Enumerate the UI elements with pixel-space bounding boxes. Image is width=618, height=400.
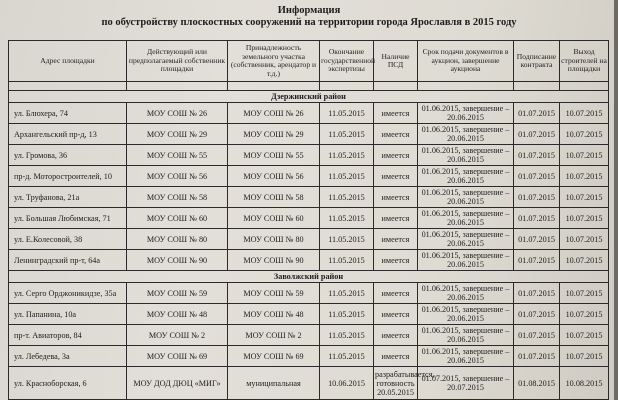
cell-psd: имеется (374, 283, 418, 304)
cell-land: муниципальная (228, 367, 320, 400)
cell-expertise: 11.05.2015 (320, 250, 374, 271)
cell-expertise: 11.05.2015 (320, 346, 374, 367)
table-row (9, 166, 609, 187)
cell-expertise: 11.05.2015 (320, 103, 374, 124)
cell-contract: 01.07.2015 (514, 208, 560, 229)
cell-address: ул. Громова, 36 (9, 145, 127, 166)
cell-expertise: 11.05.2015 (320, 187, 374, 208)
cell-psd: имеется (374, 145, 418, 166)
cell-start: 10.07.2015 (560, 325, 609, 346)
cell-auction: 01.06.2015, завершение – 20.06.2015 (418, 124, 514, 145)
cell-auction: 01.06.2015, завершение – 20.06.2015 (418, 346, 514, 367)
cell-contract: 01.07.2015 (514, 103, 560, 124)
table-row (9, 187, 609, 208)
cell-psd: имеется (374, 166, 418, 187)
column-header: Наличие ПСД (374, 41, 418, 82)
cell-auction: 01.06.2015, завершение – 20.06.2015 (418, 304, 514, 325)
cell-auction: 01.06.2015, завершение – 20.06.2015 (418, 166, 514, 187)
column-header: Действующий или предполагаемый собственник площадки (127, 41, 228, 82)
spacer-row (9, 82, 609, 91)
cell-land: МОУ СОШ № 58 (228, 187, 320, 208)
cell-land: МОУ СОШ № 69 (228, 346, 320, 367)
cell-auction: 01.06.2015, завершение – 20.06.2015 (418, 325, 514, 346)
cell-expertise: 11.05.2015 (320, 304, 374, 325)
page-edge-shadow (614, 0, 618, 400)
document-title: Информация (277, 5, 341, 16)
cell-address: ул. Труфанова, 21а (9, 187, 127, 208)
table-row (9, 103, 609, 124)
cell-address: ул. Серго Орджоникидзе, 35а (9, 283, 127, 304)
district-row (9, 91, 609, 103)
table-row (9, 208, 609, 229)
cell-start: 10.07.2015 (560, 166, 609, 187)
cell-owner: МОУ СОШ № 55 (127, 145, 228, 166)
cell-auction: 01.06.2015, завершение – 20.06.2015 (418, 283, 514, 304)
cell-owner: МОУ СОШ № 2 (127, 325, 228, 346)
cell-land: МОУ СОШ № 26 (228, 103, 320, 124)
cell-psd: имеется (374, 229, 418, 250)
cell-start: 10.07.2015 (560, 229, 609, 250)
cell-address: пр-д. Моторостроителей, 10 (9, 166, 127, 187)
cell-owner: МОУ СОШ № 48 (127, 304, 228, 325)
table-row (9, 304, 609, 325)
cell-land: МОУ СОШ № 90 (228, 250, 320, 271)
column-header: Срок подачи документов в аукцион, завершение аукциона (418, 41, 514, 82)
cell-auction: 01.06.2015, завершение – 20.06.2015 (418, 145, 514, 166)
cell-contract: 01.07.2015 (514, 346, 560, 367)
cell-psd: имеется (374, 187, 418, 208)
cell-contract: 01.07.2015 (514, 187, 560, 208)
cell-expertise: 10.06.2015 (320, 367, 374, 400)
cell-land: МОУ СОШ № 55 (228, 145, 320, 166)
cell-psd: имеется (374, 103, 418, 124)
document-subtitle: по обустройству плоскостных сооружений на территории города Ярославля в 2015 году (101, 17, 517, 28)
district-name: Заволжский район (9, 271, 609, 283)
cell-expertise: 11.05.2015 (320, 166, 374, 187)
cell-owner: МОУ СОШ № 60 (127, 208, 228, 229)
cell-start: 10.07.2015 (560, 145, 609, 166)
cell-start: 10.07.2015 (560, 208, 609, 229)
cell-contract: 01.07.2015 (514, 229, 560, 250)
cell-start: 10.07.2015 (560, 187, 609, 208)
cell-contract: 01.07.2015 (514, 124, 560, 145)
cell-expertise: 11.05.2015 (320, 208, 374, 229)
cell-start: 10.07.2015 (560, 304, 609, 325)
cell-psd: имеется (374, 346, 418, 367)
column-header: Окончание государственной экспертизы (320, 41, 374, 82)
cell-start: 10.07.2015 (560, 346, 609, 367)
cell-auction: 01.07.2015, завершение – 20.07.2015 (418, 367, 514, 400)
cell-land: МОУ СОШ № 59 (228, 283, 320, 304)
table-row (9, 250, 609, 271)
cell-land: МОУ СОШ № 48 (228, 304, 320, 325)
cell-address: Архангельский пр-д, 13 (9, 124, 127, 145)
cell-owner: МОУ СОШ № 59 (127, 283, 228, 304)
cell-expertise: 11.05.2015 (320, 229, 374, 250)
table-row (9, 283, 609, 304)
cell-address: ул. Лебедева, 3а (9, 346, 127, 367)
cell-auction: 01.06.2015, завершение – 20.06.2015 (418, 250, 514, 271)
table-row (9, 124, 609, 145)
table-row (9, 325, 609, 346)
cell-address: пр-т. Авиаторов, 84 (9, 325, 127, 346)
cell-start: 10.07.2015 (560, 283, 609, 304)
cell-address: ул. Блюхера, 74 (9, 103, 127, 124)
cell-owner: МОУ СОШ № 56 (127, 166, 228, 187)
cell-auction: 01.06.2015, завершение – 20.06.2015 (418, 103, 514, 124)
cell-land: МОУ СОШ № 29 (228, 124, 320, 145)
cell-contract: 01.07.2015 (514, 283, 560, 304)
cell-expertise: 11.05.2015 (320, 283, 374, 304)
cell-expertise: 11.05.2015 (320, 145, 374, 166)
sites-table (8, 40, 609, 400)
column-header: Принадлежность земельного участка (собственник, арендатор и т.д.) (228, 41, 320, 82)
cell-land: МОУ СОШ № 56 (228, 166, 320, 187)
cell-psd: имеется (374, 208, 418, 229)
cell-owner: МОУ СОШ № 29 (127, 124, 228, 145)
cell-start: 10.07.2015 (560, 250, 609, 271)
cell-expertise: 11.05.2015 (320, 325, 374, 346)
table-row (9, 229, 609, 250)
column-header: Подписание контракта (514, 41, 560, 82)
cell-auction: 01.06.2015, завершение – 20.06.2015 (418, 187, 514, 208)
cell-address: ул. Е.Колесовой, 38 (9, 229, 127, 250)
cell-land: МОУ СОШ № 60 (228, 208, 320, 229)
cell-psd: разрабатывается, готовность 20.05.2015 (374, 367, 418, 400)
cell-land: МОУ СОШ № 2 (228, 325, 320, 346)
cell-address: ул. Красноборская, 6 (9, 367, 127, 400)
cell-start: 10.07.2015 (560, 124, 609, 145)
table-row (9, 346, 609, 367)
cell-contract: 01.07.2015 (514, 250, 560, 271)
cell-psd: имеется (374, 250, 418, 271)
cell-start: 10.08.2015 (560, 367, 609, 400)
column-header: Адрес площадки (9, 41, 127, 82)
cell-address: Ленинградский пр-т, 64а (9, 250, 127, 271)
table-header-row (9, 41, 609, 82)
cell-auction: 01.06.2015, завершение – 20.06.2015 (418, 229, 514, 250)
cell-contract: 01.07.2015 (514, 166, 560, 187)
cell-psd: имеется (374, 304, 418, 325)
cell-owner: МОУ СОШ № 90 (127, 250, 228, 271)
column-header: Выход строителей на площадки (560, 41, 609, 82)
table-body (9, 91, 609, 400)
cell-psd: имеется (374, 124, 418, 145)
cell-land: МОУ СОШ № 80 (228, 229, 320, 250)
cell-expertise: 11.05.2015 (320, 124, 374, 145)
cell-auction: 01.06.2015, завершение – 20.06.2015 (418, 208, 514, 229)
cell-address: ул. Большая Любимская, 71 (9, 208, 127, 229)
cell-owner: МОУ ДОД ДЮЦ «МИГ» (127, 367, 228, 400)
cell-owner: МОУ СОШ № 80 (127, 229, 228, 250)
cell-contract: 01.07.2015 (514, 325, 560, 346)
cell-start: 10.07.2015 (560, 103, 609, 124)
district-row (9, 271, 609, 283)
cell-contract: 01.07.2015 (514, 145, 560, 166)
cell-owner: МОУ СОШ № 69 (127, 346, 228, 367)
cell-owner: МОУ СОШ № 26 (127, 103, 228, 124)
table-row (9, 145, 609, 166)
district-name: Дзержинский район (9, 91, 609, 103)
cell-owner: МОУ СОШ № 58 (127, 187, 228, 208)
cell-psd: имеется (374, 325, 418, 346)
cell-contract: 01.07.2015 (514, 304, 560, 325)
cell-contract: 01.08.2015 (514, 367, 560, 400)
table-row (9, 367, 609, 400)
cell-address: ул. Папанина, 10а (9, 304, 127, 325)
